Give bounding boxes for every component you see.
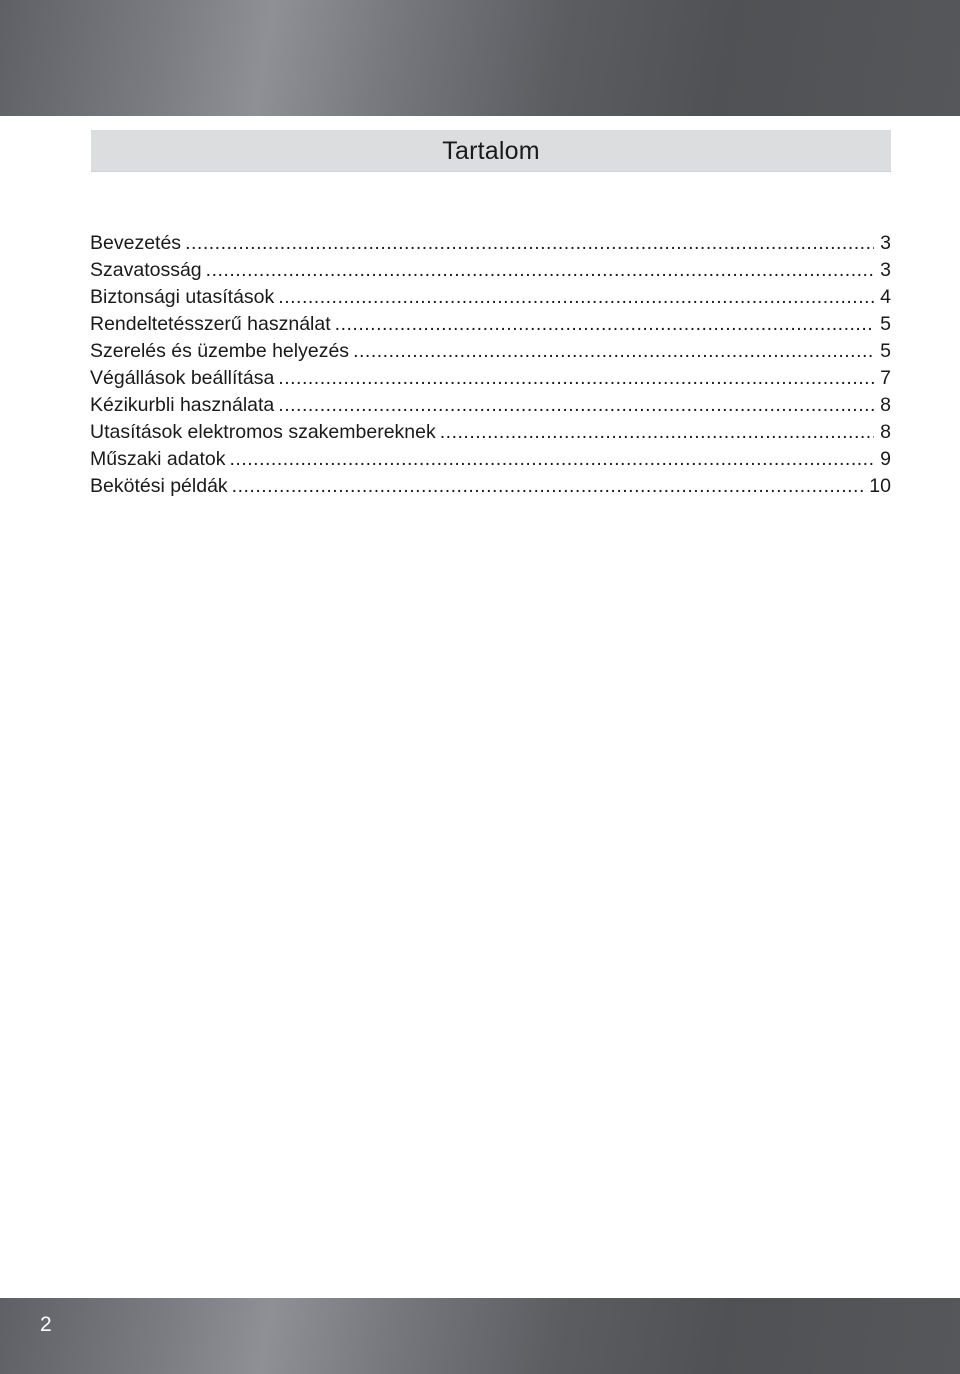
toc-entry-page: 8 [880,421,891,443]
toc-entry-page: 3 [880,232,891,254]
toc-entry[interactable] [90,446,891,473]
toc-entry[interactable] [90,338,891,365]
toc-entry-page: 5 [880,313,891,335]
toc-leader-dots [185,230,874,257]
page-title: Tartalom [442,137,540,165]
toc-leader-dots [278,365,874,392]
toc-entry-page: 7 [880,367,891,389]
toc-leader-dots [278,392,874,419]
toc-entry-page: 3 [880,259,891,281]
toc-entry[interactable] [90,473,891,500]
toc-entry-label: Szavatosság [90,259,202,281]
toc-leader-dots [229,446,874,473]
toc-entry[interactable] [90,311,891,338]
toc-entry-label: Bevezetés [90,232,182,254]
toc-entry[interactable] [90,365,891,392]
toc-entry[interactable] [90,284,891,311]
toc-entry-page: 5 [880,340,891,362]
toc-entry-label: Utasítások elektromos szakembereknek [90,421,436,443]
toc-entry[interactable] [90,392,891,419]
toc-leader-dots [206,257,874,284]
toc-entry-page: 4 [880,286,891,308]
table-of-contents [90,230,891,500]
toc-entry[interactable] [90,419,891,446]
toc-entry-page: 9 [880,448,891,470]
toc-entry-page: 8 [880,394,891,416]
footer-band [0,1298,960,1374]
toc-entry-label: Bekötési példák [90,475,228,497]
toc-leader-dots [335,311,874,338]
toc-entry[interactable] [90,230,891,257]
toc-leader-dots [232,473,864,500]
toc-leader-dots [440,419,874,446]
page-number: 2 [40,1313,52,1336]
toc-entry-label: Biztonsági utasítások [90,286,275,308]
toc-entry-label: Rendeltetésszerű használat [90,313,331,335]
toc-entry-label: Végállások beállítása [90,367,275,389]
toc-entry-label: Szerelés és üzembe helyezés [90,340,350,362]
toc-entry-label: Műszaki adatok [90,448,226,470]
title-bar [91,130,891,172]
header-band [0,0,960,116]
toc-leader-dots [353,338,874,365]
toc-entry-page: 10 [869,475,891,497]
toc-leader-dots [278,284,874,311]
toc-entry-label: Kézikurbli használata [90,394,275,416]
toc-entry[interactable] [90,257,891,284]
